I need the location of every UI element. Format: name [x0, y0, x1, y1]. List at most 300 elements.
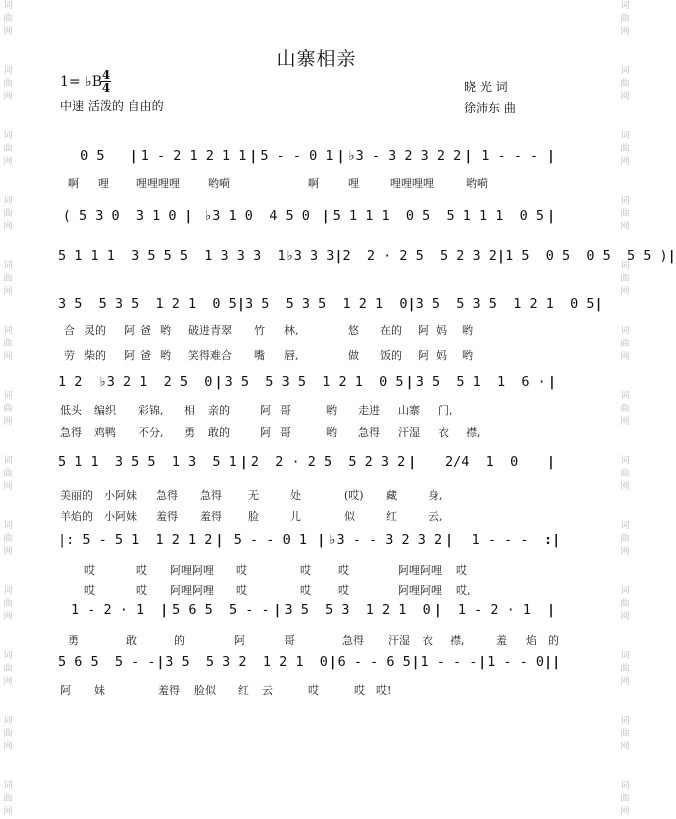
- watermark-char: 网: [3, 742, 13, 752]
- measure-notes: 5 1 1 1 3 5 5 5 1 3 3 3 1♭3 3 3: [58, 247, 335, 264]
- lyric-word: 衣: [422, 634, 433, 647]
- watermark-char: 网: [620, 157, 630, 167]
- key-signature: 1= ♭B: [60, 74, 102, 90]
- lyric-word: 急得: [156, 489, 178, 502]
- lyric-word: 急得: [358, 426, 380, 439]
- watermark-char: 网: [3, 547, 13, 557]
- lyric-word: 啊: [308, 177, 319, 190]
- lyric-word: 汗湿: [398, 426, 420, 439]
- lyric-line: [58, 582, 558, 596]
- watermark-char: 网: [3, 677, 13, 687]
- lyric-word: 爸: [140, 349, 151, 362]
- watermark-char: 词: [3, 196, 13, 206]
- lyric-word: 处: [290, 489, 301, 502]
- watermark-char: 曲: [3, 14, 13, 24]
- watermark-group: [618, 260, 632, 299]
- lyric-word: 哎: [300, 564, 311, 577]
- watermark-char: 词: [3, 651, 13, 661]
- lyric-word: 羞得: [156, 510, 178, 523]
- watermark-group: [1, 780, 15, 819]
- watermark-char: 网: [3, 157, 13, 167]
- lyric-word: 襟,: [466, 426, 481, 439]
- lyric-word: 劳: [64, 349, 75, 362]
- watermark-char: 网: [620, 92, 630, 102]
- watermark-char: 词: [620, 781, 630, 791]
- watermark-char: 词: [620, 391, 630, 401]
- lyric-word: 在的: [380, 324, 402, 337]
- lyric-word: 林,: [284, 324, 299, 337]
- measure-notes: 1 - - -: [471, 531, 529, 548]
- watermark-char: 网: [620, 222, 630, 232]
- lyric-line: [58, 508, 558, 522]
- staff-line: [58, 652, 561, 672]
- lyric-word: 哎: [84, 564, 95, 577]
- staff-line: [58, 530, 561, 550]
- staff-line: [58, 372, 558, 392]
- tempo-marking: 中速 活泼的 自由的: [60, 99, 164, 113]
- lyric-word: 哎: [338, 584, 349, 597]
- lyric-word: 小阿妹: [104, 489, 137, 502]
- measure-notes: 0 5: [80, 147, 105, 164]
- watermark-char: 网: [620, 482, 630, 492]
- watermark-group: [1, 650, 15, 689]
- watermark-group: [618, 715, 632, 754]
- watermark-char: 网: [3, 287, 13, 297]
- barline: |: [273, 601, 282, 618]
- song-title: 山寨相亲: [276, 48, 357, 70]
- measure-notes: 1 - 2 1 2 1 1: [140, 147, 247, 164]
- lyric-word: 哥: [284, 634, 295, 647]
- watermark-char: 曲: [620, 534, 630, 544]
- lyric-word: 似: [344, 510, 355, 523]
- barline: |: [184, 207, 193, 224]
- watermark-char: 词: [620, 66, 630, 76]
- watermark-group: [618, 130, 632, 169]
- watermark-char: 曲: [620, 729, 630, 739]
- watermark-char: 词: [3, 391, 13, 401]
- lyric-word: 藏: [386, 489, 397, 502]
- watermark-char: 网: [620, 547, 630, 557]
- lyric-word: 身,: [428, 489, 443, 502]
- lyric-word: 哩: [98, 177, 109, 190]
- lyric-word: (哎): [344, 489, 364, 502]
- lyric-word: 羞: [496, 634, 507, 647]
- lyric-word: 阿: [124, 349, 135, 362]
- barline: |: [214, 373, 223, 390]
- measure-notes: 5 1 1 1 0 5 5 1 1 1 0 5: [332, 207, 545, 224]
- lyric-word: 阿: [260, 404, 271, 417]
- lyric-word: 哩哩哩哩: [390, 177, 434, 190]
- lyric-line: [58, 424, 558, 438]
- lyric-word: 哩: [348, 177, 359, 190]
- lyric-word: 阿: [124, 324, 135, 337]
- lyric-word: 哥: [280, 404, 291, 417]
- lyric-word: 哩哩哩哩: [136, 177, 180, 190]
- watermark-char: 词: [3, 261, 13, 271]
- lyric-line: [58, 175, 558, 189]
- time-denominator: 4: [101, 81, 111, 95]
- lyric-word: 阿: [260, 426, 271, 439]
- lyric-word: 红: [238, 684, 249, 697]
- lyric-word: 哎: [236, 564, 247, 577]
- lyric-word: 哎: [338, 564, 349, 577]
- measure-notes: |: 5 - 5 1 1 2 1 2: [58, 531, 213, 548]
- barline: |: [249, 147, 258, 164]
- lyric-line: [58, 322, 558, 336]
- measure-notes: 6 - - 6 5: [337, 653, 411, 670]
- watermark-char: 曲: [3, 339, 13, 349]
- watermark-char: 曲: [620, 14, 630, 24]
- lyric-word: 小阿妹: [104, 510, 137, 523]
- watermark-char: 曲: [3, 144, 13, 154]
- watermark-char: 网: [620, 677, 630, 687]
- measure-notes: 5 - - 0 1: [233, 531, 307, 548]
- barline: |: [160, 601, 169, 618]
- barline: |: [407, 295, 416, 312]
- watermark-char: 曲: [3, 274, 13, 284]
- watermark-char: 网: [3, 222, 13, 232]
- watermark-char: 词: [3, 781, 13, 791]
- watermark-char: 词: [620, 1, 630, 11]
- lyric-word: 灵的: [84, 324, 106, 337]
- lyric-word: 哟: [462, 349, 473, 362]
- watermark-char: 曲: [620, 209, 630, 219]
- lyric-word: 羞得: [200, 510, 222, 523]
- watermark-char: 网: [3, 612, 13, 622]
- lyric-word: 汗湿: [388, 634, 410, 647]
- watermark-char: 词: [620, 651, 630, 661]
- watermark-char: 词: [3, 1, 13, 11]
- measure-notes: 3 5 5 3 5 1 2 1 0 5: [224, 373, 404, 390]
- barline: |: [236, 295, 245, 312]
- lyric-word: 竹: [254, 324, 265, 337]
- barline: |: [478, 653, 487, 670]
- watermark-char: 词: [620, 196, 630, 206]
- measure-notes: 1 - 2 · 1: [457, 601, 531, 618]
- lyric-word: 的: [174, 634, 185, 647]
- lyric-word: 妈: [436, 349, 447, 362]
- lyric-word: 哥: [280, 426, 291, 439]
- barline: |: [328, 653, 337, 670]
- watermark-char: 网: [620, 287, 630, 297]
- watermark-char: 词: [3, 521, 13, 531]
- lyric-word: 无: [248, 489, 259, 502]
- lyric-word: 啊: [68, 177, 79, 190]
- watermark-group: [1, 390, 15, 429]
- barline: |: [496, 247, 506, 264]
- measure-notes: 2 2 · 2 5 5 2 3 2: [342, 247, 497, 264]
- watermark-right: [618, 0, 632, 817]
- watermark-char: 曲: [3, 209, 13, 219]
- lyric-line: [58, 632, 558, 646]
- lyric-word: 哟嗬: [208, 177, 230, 190]
- watermark-char: 网: [620, 612, 630, 622]
- barline: |: [321, 207, 330, 224]
- barline: |: [667, 247, 676, 264]
- measure-notes: ♭3 - - 3 2 3 2: [328, 531, 443, 548]
- watermark-char: 词: [3, 586, 13, 596]
- measure-notes: 3 5 5 3 5 1 2 1 0 5: [415, 295, 595, 312]
- lyric-word: 阿: [234, 634, 245, 647]
- lyric-word: 哟: [160, 324, 171, 337]
- watermark-char: 词: [3, 66, 13, 76]
- measure-notes: 1 - - -: [420, 653, 478, 670]
- barline: |: [215, 531, 224, 548]
- watermark-char: 曲: [620, 144, 630, 154]
- lyric-line: [58, 487, 558, 501]
- barline: :|: [544, 531, 561, 548]
- lyric-word: 破进青翠: [188, 324, 232, 337]
- watermark-char: 网: [620, 807, 630, 817]
- watermark-char: 曲: [3, 79, 13, 89]
- staff-line: [58, 206, 558, 226]
- lyric-word: 阿哩阿哩: [170, 584, 214, 597]
- watermark-char: 曲: [3, 404, 13, 414]
- watermark-char: 网: [3, 27, 13, 37]
- lyric-word: 门,: [438, 404, 453, 417]
- lyric-word: 嘴: [254, 349, 265, 362]
- lyric-word: 阿哩阿哩: [170, 564, 214, 577]
- watermark-char: 曲: [620, 274, 630, 284]
- watermark-char: 网: [3, 807, 13, 817]
- watermark-group: [618, 455, 632, 494]
- lyric-word: 哎: [300, 584, 311, 597]
- lyric-word: 脸: [248, 510, 259, 523]
- watermark-char: 曲: [3, 664, 13, 674]
- lyric-word: 哟: [160, 349, 171, 362]
- watermark-left: [1, 0, 15, 817]
- staff-line: [58, 452, 558, 472]
- watermark-group: [1, 325, 15, 364]
- lyric-word: 的: [548, 634, 559, 647]
- lyric-word: 哎: [308, 684, 319, 697]
- lyric-word: 哎: [456, 564, 467, 577]
- watermark-char: 词: [620, 586, 630, 596]
- lyricist-credit: 晓 光 词: [464, 80, 508, 94]
- watermark-group: [1, 195, 15, 234]
- lyric-word: 阿: [60, 684, 71, 697]
- watermark-char: 词: [620, 326, 630, 336]
- lyric-word: 敢: [126, 634, 137, 647]
- measure-notes: 1 - 2 · 1: [71, 601, 145, 618]
- measure-notes: 3 5 5 3 5 1 2 1 0 5: [58, 295, 237, 312]
- lyric-word: 美丽的: [60, 489, 93, 502]
- barline: |: [129, 147, 138, 164]
- lyric-word: 妹: [94, 684, 105, 697]
- lyric-word: 阿哩阿哩: [398, 584, 442, 597]
- lyric-word: 襟,: [450, 634, 465, 647]
- watermark-char: 曲: [3, 729, 13, 739]
- watermark-group: [1, 0, 15, 39]
- watermark-group: [618, 780, 632, 819]
- watermark-char: 词: [620, 456, 630, 466]
- measure-notes: 3 5 5 1 1 6 ·: [415, 373, 546, 390]
- watermark-char: 曲: [3, 599, 13, 609]
- watermark-char: 网: [3, 417, 13, 427]
- lyric-word: 笑得难合: [188, 349, 232, 362]
- barline: |: [546, 453, 556, 470]
- barline: |: [411, 653, 420, 670]
- barline: |: [594, 295, 603, 312]
- measure-notes: 2 2 · 2 5 5 2 3 2: [250, 453, 406, 470]
- lyric-word: 低头: [60, 404, 82, 417]
- lyric-word: 走进: [358, 404, 380, 417]
- watermark-char: 词: [3, 131, 13, 141]
- lyric-word: 哎!: [376, 684, 392, 697]
- time-numerator: 4: [101, 68, 111, 82]
- watermark-char: 曲: [620, 664, 630, 674]
- lyric-word: 编织: [94, 404, 116, 417]
- lyric-word: 相: [184, 404, 195, 417]
- lyric-word: 哎: [236, 584, 247, 597]
- watermark-group: [618, 520, 632, 559]
- lyric-word: 亲的: [208, 404, 230, 417]
- watermark-char: 曲: [3, 534, 13, 544]
- watermark-char: 网: [3, 352, 13, 362]
- watermark-group: [618, 195, 632, 234]
- watermark-group: [1, 260, 15, 299]
- lyric-word: 哎: [136, 584, 147, 597]
- lyric-word: 哎: [354, 684, 365, 697]
- barline: |: [464, 147, 473, 164]
- lyric-word: 敢的: [208, 426, 230, 439]
- watermark-char: 词: [620, 521, 630, 531]
- lyric-word: 阿: [418, 324, 429, 337]
- staff-line: [58, 146, 558, 166]
- barline: ||: [544, 653, 561, 670]
- lyric-word: 合: [64, 324, 75, 337]
- lyric-word: 衣: [438, 426, 449, 439]
- watermark-char: 曲: [620, 794, 630, 804]
- measure-notes: ♭3 - 3 2 3 2 2: [347, 147, 462, 164]
- lyric-line: [58, 402, 558, 416]
- watermark-char: 曲: [620, 79, 630, 89]
- lyric-word: 急得: [200, 489, 222, 502]
- watermark-char: 词: [3, 456, 13, 466]
- watermark-char: 网: [3, 92, 13, 102]
- watermark-char: 词: [3, 716, 13, 726]
- barline: |: [547, 373, 556, 390]
- lyric-word: 云: [262, 684, 273, 697]
- watermark-char: 词: [620, 131, 630, 141]
- lyric-word: 哎: [84, 584, 95, 597]
- watermark-group: [1, 520, 15, 559]
- watermark-group: [618, 0, 632, 39]
- measure-notes: 5 6 5 5 - -: [172, 601, 270, 618]
- lyric-word: 哟: [326, 404, 337, 417]
- watermark-group: [1, 455, 15, 494]
- lyric-word: 彩锦,: [138, 404, 164, 417]
- lyric-word: 妈: [436, 324, 447, 337]
- lyric-line: [58, 562, 558, 576]
- lyric-word: 哎: [136, 564, 147, 577]
- lyric-word: 脸似: [194, 684, 216, 697]
- watermark-char: 曲: [3, 794, 13, 804]
- watermark-group: [618, 390, 632, 429]
- measure-notes: 5 - - 0 1: [260, 147, 334, 164]
- watermark-group: [618, 325, 632, 364]
- lyric-word: 唇,: [284, 349, 299, 362]
- measure-notes: ( 5 3 0 3 1 0: [62, 207, 177, 224]
- lyric-word: 鸡鸭: [94, 426, 116, 439]
- barline: |: [408, 453, 417, 470]
- lyric-word: 哟: [326, 426, 337, 439]
- barline: |: [334, 247, 343, 264]
- barline: |: [445, 531, 454, 548]
- barline: |: [239, 453, 248, 470]
- lyric-word: 焰: [526, 634, 537, 647]
- measure-notes: 1 5 0 5 0 5 5 5 ): [505, 247, 668, 264]
- lyric-word: 勇: [68, 634, 79, 647]
- watermark-char: 网: [620, 742, 630, 752]
- lyric-word: 阿哩阿哩: [398, 564, 442, 577]
- lyric-word: 哟嗬: [466, 177, 488, 190]
- watermark-char: 词: [620, 261, 630, 271]
- watermark-char: 曲: [620, 599, 630, 609]
- lyric-word: 勇: [184, 426, 195, 439]
- lyric-word: 儿: [290, 510, 301, 523]
- watermark-char: 曲: [620, 469, 630, 479]
- watermark-char: 网: [620, 27, 630, 37]
- watermark-group: [1, 130, 15, 169]
- lyric-line: [58, 347, 558, 361]
- watermark-group: [618, 650, 632, 689]
- lyric-word: 羞得: [158, 684, 180, 697]
- lyric-word: 柴的: [84, 349, 106, 362]
- watermark-char: 曲: [620, 404, 630, 414]
- measure-notes: 5 1 1 3 5 5 1 3 5 1: [58, 453, 237, 470]
- staff-line: [58, 600, 558, 620]
- measure-notes: 1 - - -: [481, 147, 539, 164]
- measure-notes: 3 5 5 3 5 1 2 1 0: [244, 295, 408, 312]
- lyric-word: 急得: [342, 634, 364, 647]
- lyric-word: 爸: [140, 324, 151, 337]
- watermark-group: [1, 585, 15, 624]
- barline: |: [317, 531, 326, 548]
- lyric-line: [58, 682, 558, 696]
- watermark-char: 曲: [3, 469, 13, 479]
- barline: |: [546, 601, 556, 618]
- lyric-word: 不分,: [138, 426, 164, 439]
- measure-notes: 2/4 1 0: [445, 453, 519, 470]
- watermark-char: 曲: [620, 339, 630, 349]
- measure-notes: 3 5 5 3 2 1 2 1 0: [165, 653, 328, 670]
- barline: |: [433, 601, 442, 618]
- lyric-word: 悠: [348, 324, 359, 337]
- lyric-word: 红: [386, 510, 397, 523]
- lyric-word: 急得: [60, 426, 82, 439]
- lyric-word: 哎,: [456, 584, 471, 597]
- staff-line: [58, 246, 676, 266]
- measure-notes: 5 6 5 5 - -: [58, 653, 156, 670]
- watermark-char: 词: [3, 326, 13, 336]
- composer-credit: 徐沛东 曲: [464, 101, 516, 115]
- lyric-word: 饭的: [380, 349, 402, 362]
- barline: |: [405, 373, 414, 390]
- time-signature: [101, 69, 111, 94]
- measure-notes: 3 5 5 3 1 2 1 0: [284, 601, 431, 618]
- lyric-word: 山寨: [398, 404, 420, 417]
- lyric-word: 阿: [418, 349, 429, 362]
- lyric-word: 做: [348, 349, 359, 362]
- barline: |: [336, 147, 345, 164]
- watermark-char: 网: [3, 482, 13, 492]
- watermark-char: 网: [620, 352, 630, 362]
- barline: |: [156, 653, 165, 670]
- staff-line: [58, 294, 603, 314]
- watermark-char: 词: [620, 716, 630, 726]
- watermark-group: [1, 715, 15, 754]
